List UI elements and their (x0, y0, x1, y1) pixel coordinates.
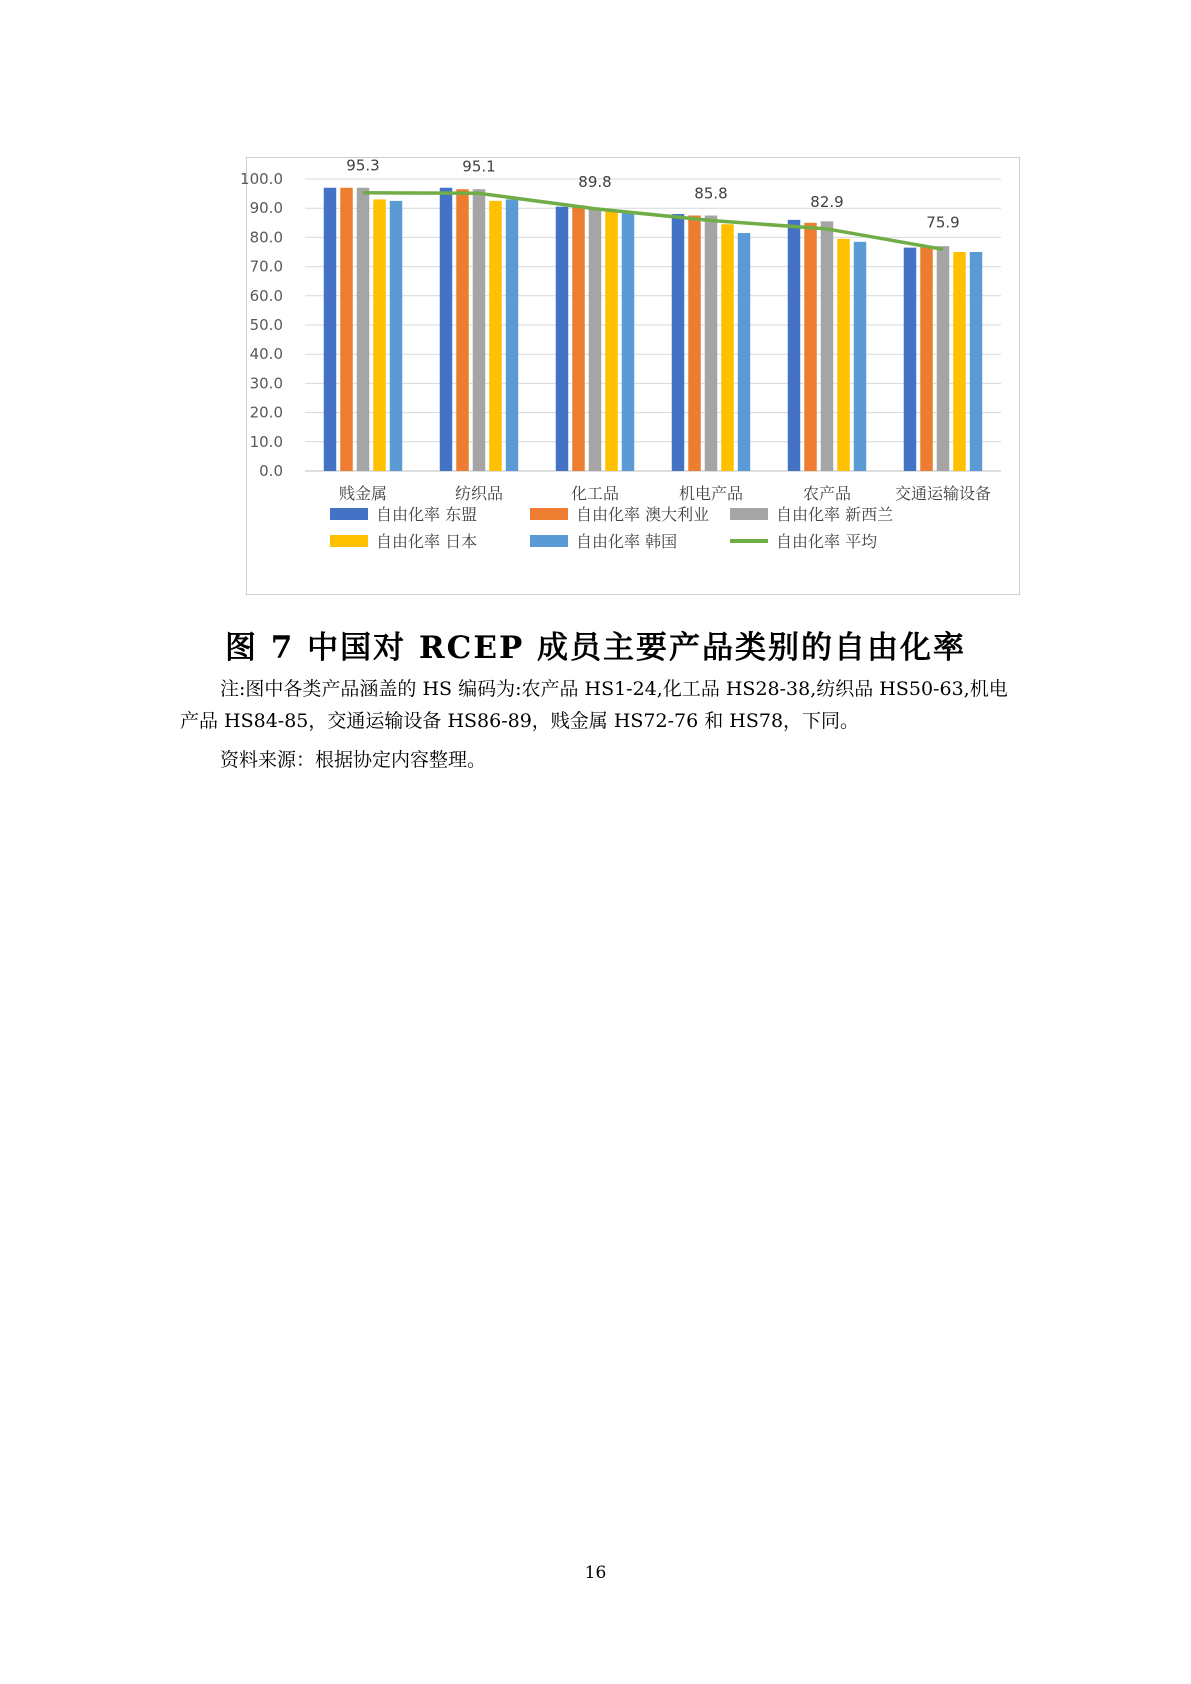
legend-label: 自由化率 韩国 (576, 532, 678, 551)
bar (572, 205, 585, 471)
data-label: 89.8 (578, 172, 612, 191)
y-tick-label: 100.0 (240, 170, 283, 188)
bar (605, 211, 618, 471)
legend-swatch (730, 508, 768, 520)
y-tick-label: 30.0 (249, 374, 283, 393)
bar (920, 246, 933, 471)
y-tick-label: 40.0 (249, 345, 283, 364)
legend-label: 自由化率 日本 (376, 532, 478, 551)
bar (340, 188, 353, 471)
legend-label: 自由化率 新西兰 (776, 505, 894, 524)
y-tick-label: 10.0 (249, 432, 283, 451)
legend-swatch (530, 508, 568, 520)
bar (970, 252, 983, 471)
y-tick-label: 80.0 (249, 228, 283, 247)
bar (390, 201, 403, 471)
y-tick-label: 50.0 (249, 316, 283, 334)
data-label: 95.3 (346, 156, 380, 175)
bar (688, 216, 701, 472)
bar (788, 220, 801, 471)
data-label: 95.1 (462, 157, 496, 176)
chart-frame (240, 156, 1020, 595)
bar (506, 199, 519, 471)
bar (721, 224, 734, 471)
legend-label: 自由化率 平均 (776, 532, 878, 551)
bar (804, 223, 817, 471)
bar (622, 211, 635, 471)
bar-line-chart (240, 156, 1021, 596)
bar (357, 188, 370, 471)
bar (738, 233, 751, 471)
bar (837, 239, 850, 471)
data-label: 85.8 (694, 184, 728, 203)
x-tick-label: 农产品 (802, 484, 852, 503)
legend-label: 自由化率 澳大利业 (576, 505, 710, 524)
x-tick-label: 纺织品 (454, 484, 504, 503)
data-label: 82.9 (810, 192, 844, 211)
x-tick-label: 贱金属 (338, 484, 388, 503)
bar (854, 242, 867, 471)
y-tick-label: 90.0 (249, 199, 283, 218)
figure-caption: 图 7 中国对 RCEP 成员主要产品类别的自由化率 (224, 630, 967, 666)
bar (440, 188, 453, 471)
y-tick-label: 70.0 (249, 257, 283, 276)
page-number: 16 (584, 1563, 607, 1583)
bar (821, 221, 834, 471)
legend-label: 自由化率 东盟 (376, 505, 478, 524)
bar (937, 246, 950, 471)
bar (556, 207, 569, 471)
bar (324, 188, 337, 471)
y-tick-label: 60.0 (249, 286, 283, 305)
bar (489, 201, 502, 471)
x-tick-label: 交通运输设备 (894, 484, 992, 503)
bar (456, 189, 469, 471)
figure-source: 资料来源：根据协定内容整理。 (220, 749, 487, 771)
legend-swatch (530, 535, 568, 547)
legend-swatch (330, 535, 368, 547)
x-tick-label: 化工品 (570, 484, 620, 503)
data-label: 75.9 (926, 213, 960, 232)
bar (373, 199, 386, 471)
bar (589, 208, 602, 471)
legend-swatch (330, 508, 368, 520)
bar (904, 248, 917, 471)
bar (705, 216, 718, 472)
y-tick-label: 20.0 (249, 403, 283, 422)
figure-note: 注:图中各类产品涵盖的 HS 编码为:农产品 HS1-24,化工品 HS28-38,纺织品 HS50-63,机电产品 HS84-85，交通运输设备 HS86-89，贱金属 HS72-76 和 HS78，下同。 (180, 678, 1008, 732)
bar (672, 214, 685, 471)
x-tick-label: 机电产品 (678, 484, 744, 503)
bar (473, 189, 486, 471)
y-tick-label: 0.0 (259, 462, 283, 480)
bar (953, 252, 966, 471)
